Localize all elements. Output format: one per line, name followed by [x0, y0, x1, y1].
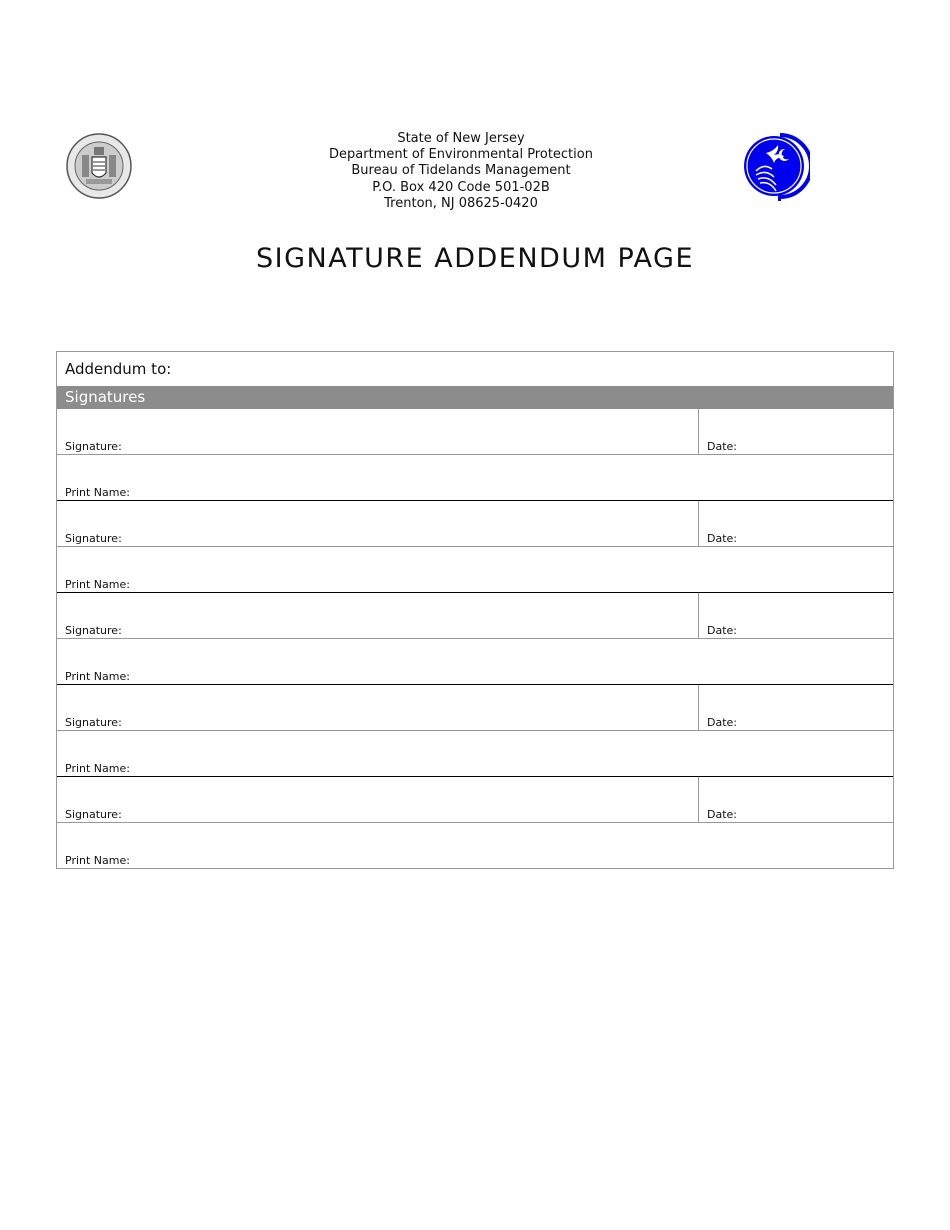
- date-field[interactable]: [699, 409, 893, 454]
- address-line: P.O. Box 420 Code 501-02B: [372, 179, 550, 195]
- signature-field[interactable]: [57, 685, 699, 730]
- print-name-label: Print Name:: [65, 670, 130, 683]
- signature-field[interactable]: [57, 593, 699, 638]
- signature-field[interactable]: [57, 501, 699, 546]
- address-line: Department of Environmental Protection: [329, 147, 593, 163]
- signature-group: [57, 409, 893, 501]
- signature-field[interactable]: [57, 409, 699, 454]
- signature-label: Signature:: [65, 532, 122, 545]
- date-label: Date:: [707, 716, 737, 729]
- print-name-label: Print Name:: [65, 486, 130, 499]
- date-label: Date:: [707, 624, 737, 637]
- print-name-label: Print Name:: [65, 762, 130, 775]
- signature-label: Signature:: [65, 808, 122, 821]
- date-label: Date:: [707, 532, 737, 545]
- print-name-field[interactable]: [57, 547, 893, 592]
- date-field[interactable]: [699, 501, 893, 546]
- address-line: Bureau of Tidelands Management: [351, 163, 571, 179]
- print-name-label: Print Name:: [65, 578, 130, 591]
- address-line: State of New Jersey: [397, 131, 525, 146]
- date-field[interactable]: [699, 777, 893, 822]
- print-name-field[interactable]: [57, 639, 893, 684]
- signature-form: [56, 351, 894, 869]
- signature-field[interactable]: [57, 777, 699, 822]
- nj-state-seal-icon: [66, 133, 132, 199]
- signature-label: Signature:: [65, 624, 122, 637]
- signature-group: [57, 501, 893, 593]
- nj-dep-logo-icon: [740, 131, 810, 201]
- address-line: Trenton, NJ 08625-0420: [384, 195, 538, 211]
- date-label: Date:: [707, 808, 737, 821]
- signature-group: [57, 777, 893, 868]
- print-name-field[interactable]: [57, 823, 893, 868]
- signatures-section-header: Signatures: [57, 386, 893, 409]
- print-name-field[interactable]: [57, 455, 893, 500]
- signature-label: Signature:: [65, 440, 122, 453]
- print-name-label: Print Name:: [65, 854, 130, 867]
- addendum-label: Addendum to:: [65, 360, 172, 378]
- agency-address: [261, 131, 661, 212]
- signature-label: Signature:: [65, 716, 122, 729]
- date-field[interactable]: [699, 685, 893, 730]
- print-name-field[interactable]: [57, 731, 893, 776]
- date-label: Date:: [707, 440, 737, 453]
- addendum-field[interactable]: [57, 352, 893, 386]
- date-field[interactable]: [699, 593, 893, 638]
- signature-group: [57, 685, 893, 777]
- signature-group: [57, 593, 893, 685]
- page-title: SIGNATURE ADDENDUM PAGE: [255, 243, 695, 274]
